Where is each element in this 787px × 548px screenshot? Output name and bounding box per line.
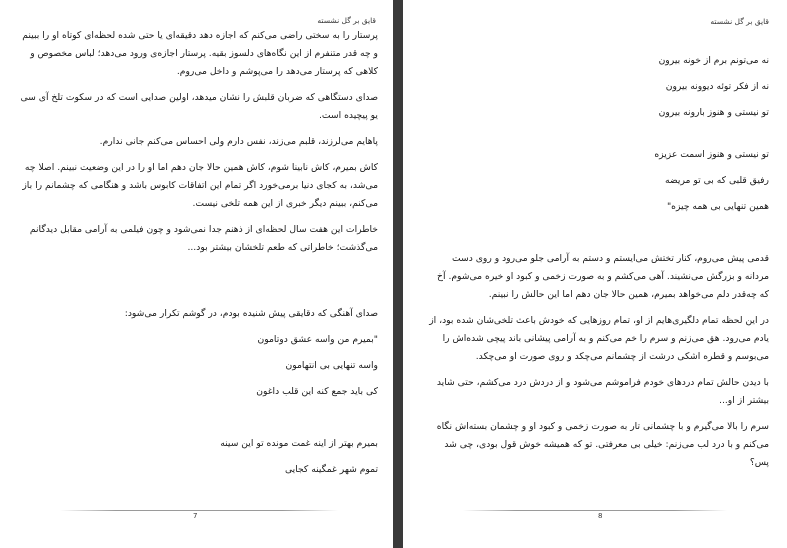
- paragraph: در این لحظه تمام دلگیری‌هایم از او، تمام روزهایی که خودش باعث تلخی‌شان شده بود، از یادم می‌رود. هق می‌زنم و سرم را خم می‌کنم و به آرامی پیشانی باند پیچی شده‌اش را می‌بوسم و قطره اشکی درشت از چشمانم می‌چکد و روی صورت او می‌چکد.: [429, 315, 769, 362]
- page-left: [0, 0, 393, 548]
- paragraph: پرستار را به سختی راضی می‌کنم که اجازه دهد دقیقه‌ای یا حتی شده لحظه‌ای کوتاه او را ببینم و چه قدر متنفرم از این نگاه‌های دلسوز بقیه. پرستار اجازه‌ی ورود می‌دهد؛ لباس مخصوص و کلاهی که پرستار می‌دهد را می‌پوشم و داخل می‌روم.: [22, 30, 378, 77]
- verse-line: تو نیستی و هنوز اسمت عزیزه: [654, 149, 769, 160]
- verse-line: واسه تنهایی بی انتهامون: [285, 360, 378, 371]
- verse-line: تموم شهر غمگینه کجایی: [284, 464, 378, 475]
- verse-line: رفیق قلبی که بی تو مریضه: [665, 175, 769, 186]
- page-body: [15, 27, 378, 487]
- verse-line: نه از فکر توئه دیوونه بیرون: [665, 81, 769, 92]
- verse-block: [425, 52, 769, 122]
- intro-line: صدای آهنگی که دقایقی پیش شنیده بودم، در گوشم تکرار می‌شود:: [124, 308, 378, 319]
- verse-line: نه می‌تونم برم از خونه بیرون: [658, 55, 769, 66]
- paragraph: خاطرات این هفت سال لحظه‌ای از ذهنم جدا نمی‌شود و چون فیلمی به آرامی مقابل دیدگانم می‌گذشت؛ خاطراتی که طعم تلخشان بیشتر بود...: [29, 224, 378, 253]
- running-title: قایق بر گل نشسته: [317, 16, 376, 25]
- page-number: 7: [193, 512, 198, 520]
- verse-line: همین تنهایی بی همه چیزه": [666, 201, 769, 212]
- running-title: قایق بر گل نشسته: [710, 17, 769, 26]
- verse-block: [15, 435, 378, 479]
- page-gutter: [393, 0, 403, 548]
- verse-line: تو نیستی و هنوز بارونه بیرون: [658, 107, 769, 118]
- paragraph: پاهایم می‌لرزند، قلبم می‌زند، نفس دارم ولی احساس می‌کنم جانی ندارم.: [99, 136, 378, 147]
- paragraph: سرم را بالا می‌گیرم و با چشمانی تار به صورت زخمی و کبود او و چشمان بسته‌اش نگاه می‌کنم و با درد لب می‌زنم: خیلی بی معرفتی. تو که همیشه خوش قول بودی، چی شد پس؟: [436, 421, 769, 468]
- page-right: [403, 0, 787, 548]
- footer-rule: [60, 510, 338, 511]
- verse-block: [425, 146, 769, 216]
- verse-block: [15, 331, 378, 401]
- verse-line: بمیرم بهتر از اینه غمت مونده تو این سینه: [220, 438, 378, 449]
- page-body: [425, 52, 769, 480]
- paragraph: قدمی پیش می‌روم، کنار تختش می‌ایستم و دستم به آرامی جلو می‌رود و روی دست مردانه و بزرگش می‌نشیند. آهی می‌کشم و به صورت زخمی و کبود او خیره می‌شوم. آخ که چه‌قدر دلم می‌خواهد بمیرم، همین حالا جان دهم اما این حالش را نبینم.: [437, 253, 769, 300]
- paragraph: با دیدن حالش تمام دردهای خودم فراموشم می‌شود و از دردش درد می‌کشم، حتی شاید بیشتر از او...: [436, 377, 769, 406]
- page-number: 8: [598, 512, 603, 520]
- footer-rule: [463, 510, 727, 511]
- verse-line: کی باید جمع کنه این قلب داغون: [256, 386, 378, 397]
- verse-line: "بمیرم من واسه عشق دوتامون: [257, 334, 378, 345]
- paragraph: صدای دستگاهی که ضربان قلبش را نشان میدهد، اولین صدایی است که در سکوت تلخ آی سی یو پیچیده است.: [20, 92, 378, 121]
- paragraph: کاش بمیرم، کاش نابینا شوم، کاش همین حالا جان دهم اما او را در این وضعیت نبینم. اصلا چه می‌شد، به کجای دنیا برمی‌خورد اگر تمام این اتفاقات کابوس باشد و هنگامی که چشمانم را باز می‌کنم، ببینم دیگر خبری از این همه تلخی نیست.: [22, 162, 378, 209]
